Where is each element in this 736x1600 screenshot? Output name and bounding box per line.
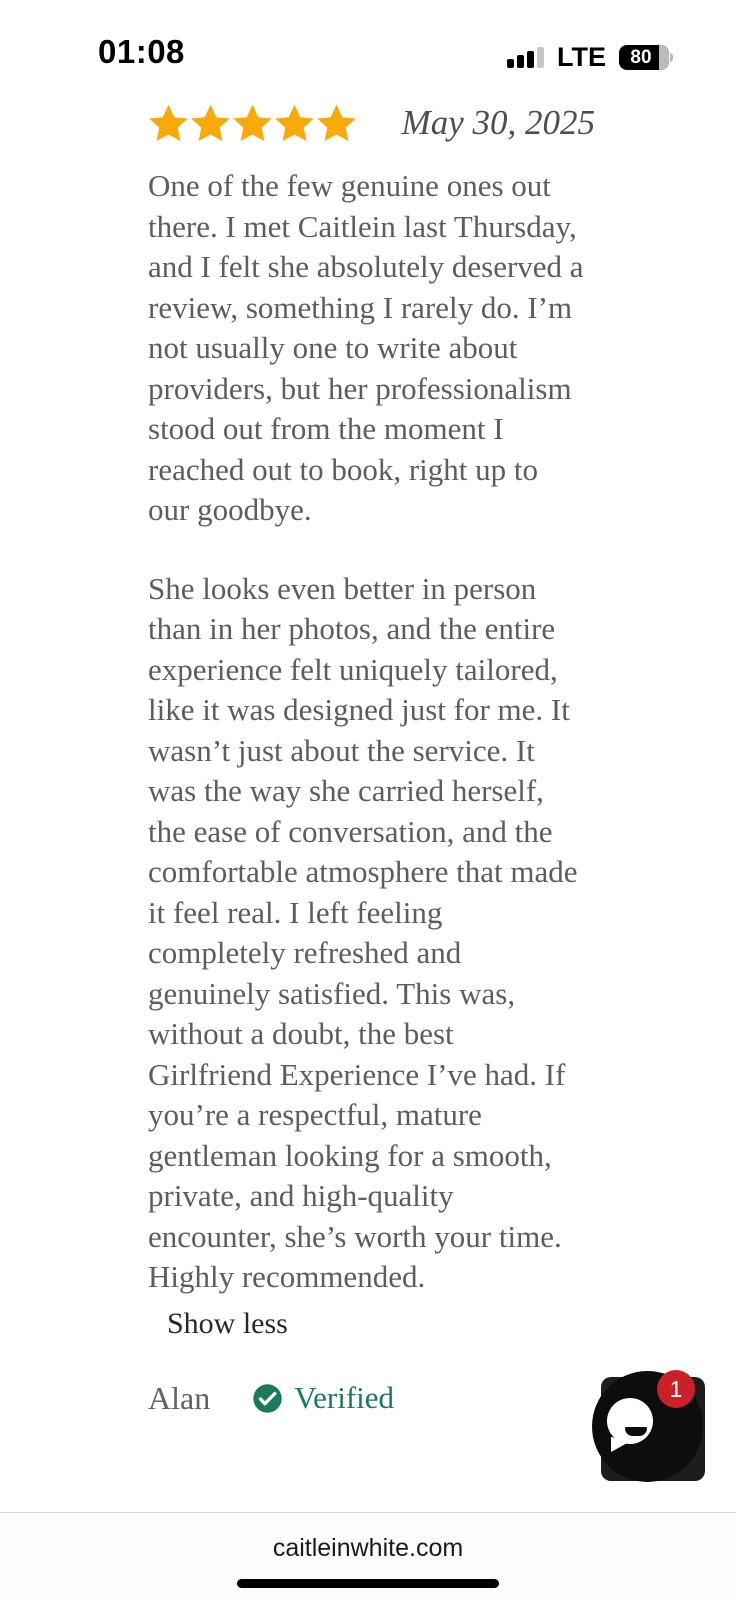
chat-widget-button[interactable] <box>601 1377 705 1481</box>
review-header <box>148 93 595 143</box>
status-time: 01:08 <box>98 33 185 70</box>
home-indicator[interactable] <box>237 1579 499 1588</box>
battery-percent: 80 <box>630 46 652 68</box>
star-rating <box>148 103 357 143</box>
browser-bottom-bar <box>0 1512 736 1600</box>
status-icons <box>507 42 673 73</box>
reviewer-row <box>148 1380 595 1417</box>
review-paragraph: She looks even better in person than in her photos, and the entire experience felt uniquely tailored, like it was designed just for me. It wasn’t just about the service. It was the way she carried herself, the ease of conversation, and the comfortable atmosphere that made it feel real. I left feeling completely refreshed and genuinely satisfied. This was, without a doubt, the best Girlfriend Experience I’ve had. If you’re a respectful, mature gentleman looking for a smooth, private, and high-quality encounter, she’s worth your time. Highly recommended. <box>148 570 578 1294</box>
battery-icon <box>619 45 673 70</box>
verified-label: Verified <box>294 1380 395 1415</box>
network-type-label: LTE <box>557 42 606 72</box>
reviewer-name: Alan <box>148 1379 211 1416</box>
chat-bubble-icon <box>607 1398 653 1444</box>
star-icon <box>190 103 231 143</box>
status-bar <box>0 0 736 90</box>
verified-check-icon <box>252 1383 283 1414</box>
star-icon <box>274 103 315 143</box>
show-less-link[interactable]: Show less <box>167 1306 288 1340</box>
review-date: May 30, 2025 <box>401 103 595 142</box>
cellular-signal-icon <box>507 47 544 68</box>
review-paragraph: One of the few genuine ones out there. I met Caitlein last Thursday, and I felt she absolutely deserved a review, something I rarely do. I’m not usually one to write about providers, but her professionalism stood out from the moment I reached out to book, right up to our goodbye. <box>148 168 584 527</box>
star-icon <box>148 103 189 143</box>
review-card <box>148 93 595 1417</box>
star-icon <box>232 103 273 143</box>
verified-badge <box>252 1380 394 1416</box>
chat-unread-badge: 1 <box>657 1370 695 1408</box>
star-icon <box>316 103 357 143</box>
chat-bubble-mouth <box>625 1427 647 1436</box>
address-bar[interactable]: caitleinwhite.com <box>272 1534 464 1562</box>
